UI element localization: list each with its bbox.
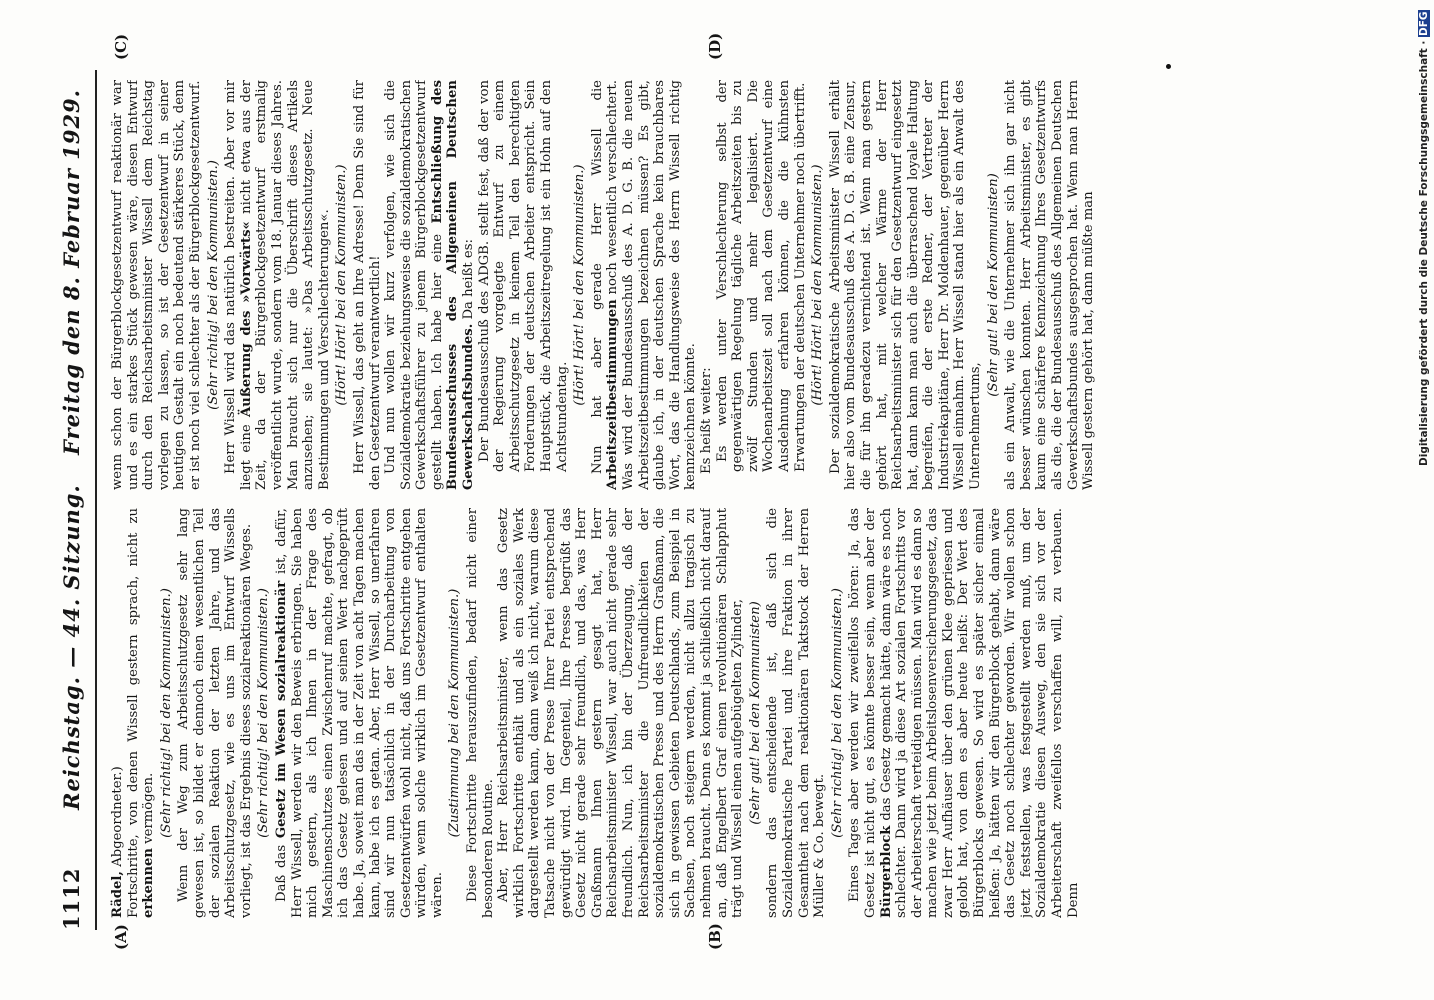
interjection: (Hört! Hört! bei den Kommunisten.) (810, 164, 826, 406)
page-number: 1112 (59, 867, 84, 930)
scan-speck (1166, 64, 1171, 69)
paragraph: Der Bundesausschuß des ADGB. stellt fest, daß der von der Regierung vorgelegte Entwurf zu einem Arbeitsschutzgesetz in keinem Teil den berechtigten Forderungen der deutschen Arbeiter entspricht. Sein Hauptstück, die Arbeitszeitregelung ist ein Hohn auf den Achtstundentag. (476, 80, 570, 472)
paragraph: Es werden unter Verschlechterung selbst der gegenwärtigen Regelung tägliche Arbeitszeiten bis zu zwölf Stunden und mehr legalisiert. Die Wochenarbeitszeit soll nach dem Gesetzentwurf eine Ausdehnung erfahren können, die die kühnsten Erwartungen der deutschen Unternehmer noch übertrifft. (714, 80, 808, 472)
paragraph: Eines Tages aber werden wir zweifellos hören: Ja, das Gesetz ist nicht gut, es könnte besser sein, wenn aber der Bürgerblock das Gesetz gemacht hätte, dann wäre es noch schlechter. Dann wird ja diese Art sozialen Fortschritts vor der Arbeiterschaft verteidigen müssen. Man wird es dann so machen wie jetzt beim Arbeitslosenversicherungsgesetz, das zwar Herr Aufhäuser über den grünen Klee gepriesen und gelobt hat, von dem es aber heute heißt: Der Wert des Bürgerblocks gewesen. So wird es später sicher einmal heißen: Ja, hätten wir den Bürgerblock gehabt, dann wäre das Gesetz noch schlechter geworden. Wir wollen schon jetzt feststellen, was festgestellt werden muß, um der Sozialdemokratie diesen Ausweg, den sie sich vor der Arbeiterschaft zweifellos verschaffen will, zu verbauen. Denn (847, 508, 1081, 918)
credit-text: Digitalisierung gefördert durch die Deutsche Forschungsgemeinschaft · (1418, 36, 1430, 466)
paragraph: Rädel, Abgeordneter.) (110, 766, 125, 918)
paragraph: Herr Wissell, das geht an Ihre Adresse! Denn Sie sind für den Gesetzentwurf verantwortlich! (351, 80, 383, 490)
paragraph: Diese Fortschritte herauszufinden, bedarf nicht einer besonderen Routine. (465, 508, 496, 918)
interjection: (Sehr gut! bei den Kommunisten) (985, 173, 1001, 397)
paragraph: Herr Wissell wird das natürlich bestreiten. Aber vor mir liegt eine Äußerung des »Vorwärts« nicht etwa aus der Zeit, da der Bürgerblockgesetzentwurf erstmalig veröffentlicht wurde, sondern vom 18. Januar dieses Jahres. Man braucht sich nur die Überschrift dieses Artikels anzusehen; sie lautet: »Das Arbeitsschutzgesetz. Neue Bestimmungen und Verschlechterungen«. (223, 80, 332, 490)
paragraph: Wenn der Weg zum Arbeitsschutzgesetz sehr lang gewesen ist, so bildet er dennoch einen wesentlichen Teil der sozialen Reaktion der letzten Jahre, und das Arbeitsschutzgesetz, wie es uns im Entwurf Wissells vorliegt, ist das Ergebnis dieses sozialreaktionären Weges. (176, 508, 254, 918)
paragraph: sondern das entscheidende ist, daß sich die Sozialdemokratische Partei und ihre Fraktion in ihrer Gesamtheit nach dem reaktionären Taktstock der Herren Müller & Co. bewegt. (765, 508, 828, 918)
interjection: (Hört! Hört! bei den Kommunisten.) (334, 164, 350, 406)
margin-mark-d: (D) (706, 32, 724, 60)
digitization-credit (1418, 10, 1432, 990)
paragraph: Der sozialdemokratische Arbeitsminister Wissell erhält hier also vom Bundesausschuß des A. D. G. B. eine Zensur, die für ihn geradezu vernichtend ist. Wenn man gestern gehört hat, mit welcher Wärme der Herr Reichsarbeitsminister sich für den Gesetzentwurf eingesetzt hat, dann kann man auch die überraschend loyale Haltung begreifen, die der erste Redner, der Vertreter der Industriekapitäne, Herr Dr. Moldenhauer, gegenüber Herrn Wissell einnahm. Herr Wissell stand hier als ein Anwalt des Unternehmertums, (827, 80, 984, 490)
interjection: (Hört! Hört! bei den Kommunisten.) (572, 164, 588, 406)
paragraph: Aber, Herr Reichsarbeitsminister, wenn das Gesetz wirklich Fortschritte enthält und als ein soziales Werk dargestellt werden kann, dann weiß ich nicht, warum diese Tatsache nicht von der Presse Ihrer Partei entsprechend gewürdigt wird. Im Gegenteil, Ihre Presse begrüßt das Gesetz nicht gerade sehr freundlich, und das, was Herr Graßmann Ihnen gestern gesagt hat, Herr Reichsarbeitsminister Wissell, war auch nicht gerade sehr freundlich. Nun, ich bin der Überzeugung, daß der Reichsarbeitsminister die Unfreundlichkeiten der sozialdemokratischen Presse und des Herrn Graßmann, die sich in gewissen Gebieten Deutschlands, zum Beispiel in Sachsen, noch steigern werden, nicht allzu tragisch zu nehmen braucht. Denn es kommt ja schließlich nicht darauf an, daß Engelbert Graf einen revolutionären Schlapphut trägt und Wissell einen aufgebügelten Zylinder, (496, 508, 746, 918)
paragraph: als ein Anwalt, wie die Unternehmer sich ihn gar nicht besser wünschen konnten. Herr Arbeitsminister, es gibt kaum eine schärfere Kennzeichnung Ihres Gesetzentwurfs als die, die der Bundesausschuß des Allgemeinen Deutschen Gewerkschaftsbundes ausgesprochen hat. Wenn man Herrn Wissell gestern gehört hat, dann müßte man (1003, 80, 1097, 490)
paragraph: wenn schon der Bürgerblockgesetzentwurf reaktionär war und es ein starkes Stück gewesen wäre, diesen Entwurf durch den Reichsarbeitsminister Wissell dem Reichstag vorlegen zu lassen, so ist der Gesetzentwurf in seiner heutigen Gestalt ein noch bedeutend stärkeres Stück, denn er ist noch viel schlechter als der Bürgerblockgesetzentwurf. (110, 80, 203, 490)
session-date: Freitag den 8. Februar 1929. (59, 89, 84, 455)
interjection: (Sehr richtig! bei den Kommunisten.) (829, 588, 845, 838)
right-text-column (110, 80, 1270, 490)
paragraph: Und nun wollen wir kurz verfolgen, wie sich die Sozialdemokratie beziehungsweise die sozialdemokratischen Gewerkschaftsführer zu jenem Bürgerblockgesetzentwurf gestellt haben. Ich habe hier eine Entschließung des Bundesausschusses des Allgemeinen Deutschen Gewerkschaftsbundes. Da heißt es: (383, 80, 477, 490)
interjection: (Sehr richtig! bei den Kommunisten.) (205, 160, 221, 410)
dfg-logo: DFG (1418, 11, 1430, 36)
paragraph: Fortschritte, von denen Wissell gestern sprach, nicht zu erkennen vermögen. (125, 508, 157, 918)
margin-mark-c: (C) (112, 33, 130, 60)
interjection: (Sehr gut! bei den Kommunisten) (747, 601, 763, 825)
paragraph: Es heißt weiter: (698, 367, 714, 474)
session-title: Reichstag. — 44. Sitzung. (59, 484, 84, 810)
paragraph: Daß das Gesetz im Wesen sozialreaktionär ist, dafür, Herr Wissell, werden wir den Beweis erbringen. Sie haben mich gestern, als ich Ihnen in der Frage des Maschinenschutzes einen Zwischenruf machte, gefragt, ob ich das Gesetz gelesen und auf seinen Wert nachgeprüft habe. Ja, soweit man das in der Zeit von acht Tagen machen kann, habe ich es getan. Aber, Herr Wissell, so unerfahren sind wir nun tatsächlich in der Durcharbeitung von Gesetzentwürfen wohl nicht, daß uns Fortschritte entgehen würden, wenn solche wirklich im Gesetzentwurf enthalten wären. (273, 508, 445, 918)
margin-mark-a: (A) (112, 924, 130, 950)
margin-mark-b: (B) (706, 923, 724, 950)
interjection: (Zustimmung bei den Kommunisten.) (447, 588, 463, 838)
paragraph: Nun hat aber gerade Herr Wissell die Arbeitszeitbestimmungen noch wesentlich verschlechtert. Was wird der Bundesausschuß des A. D. G. B. die neuen Arbeitszeitbestimmungen bezeichnen müssen? Es gibt, glaube ich, in der deutschen Sprache kein brauchbares Wort, das die Handlungsweise des Herrn Wissell richtig kennzeichnen könnte. (589, 80, 699, 490)
page-header (55, 70, 97, 930)
interjection: (Sehr richtig! bei den Kommunisten.) (158, 588, 174, 838)
left-text-column (110, 508, 1270, 918)
interjection: (Sehr richtig! bei den Kommunisten.) (256, 588, 272, 838)
